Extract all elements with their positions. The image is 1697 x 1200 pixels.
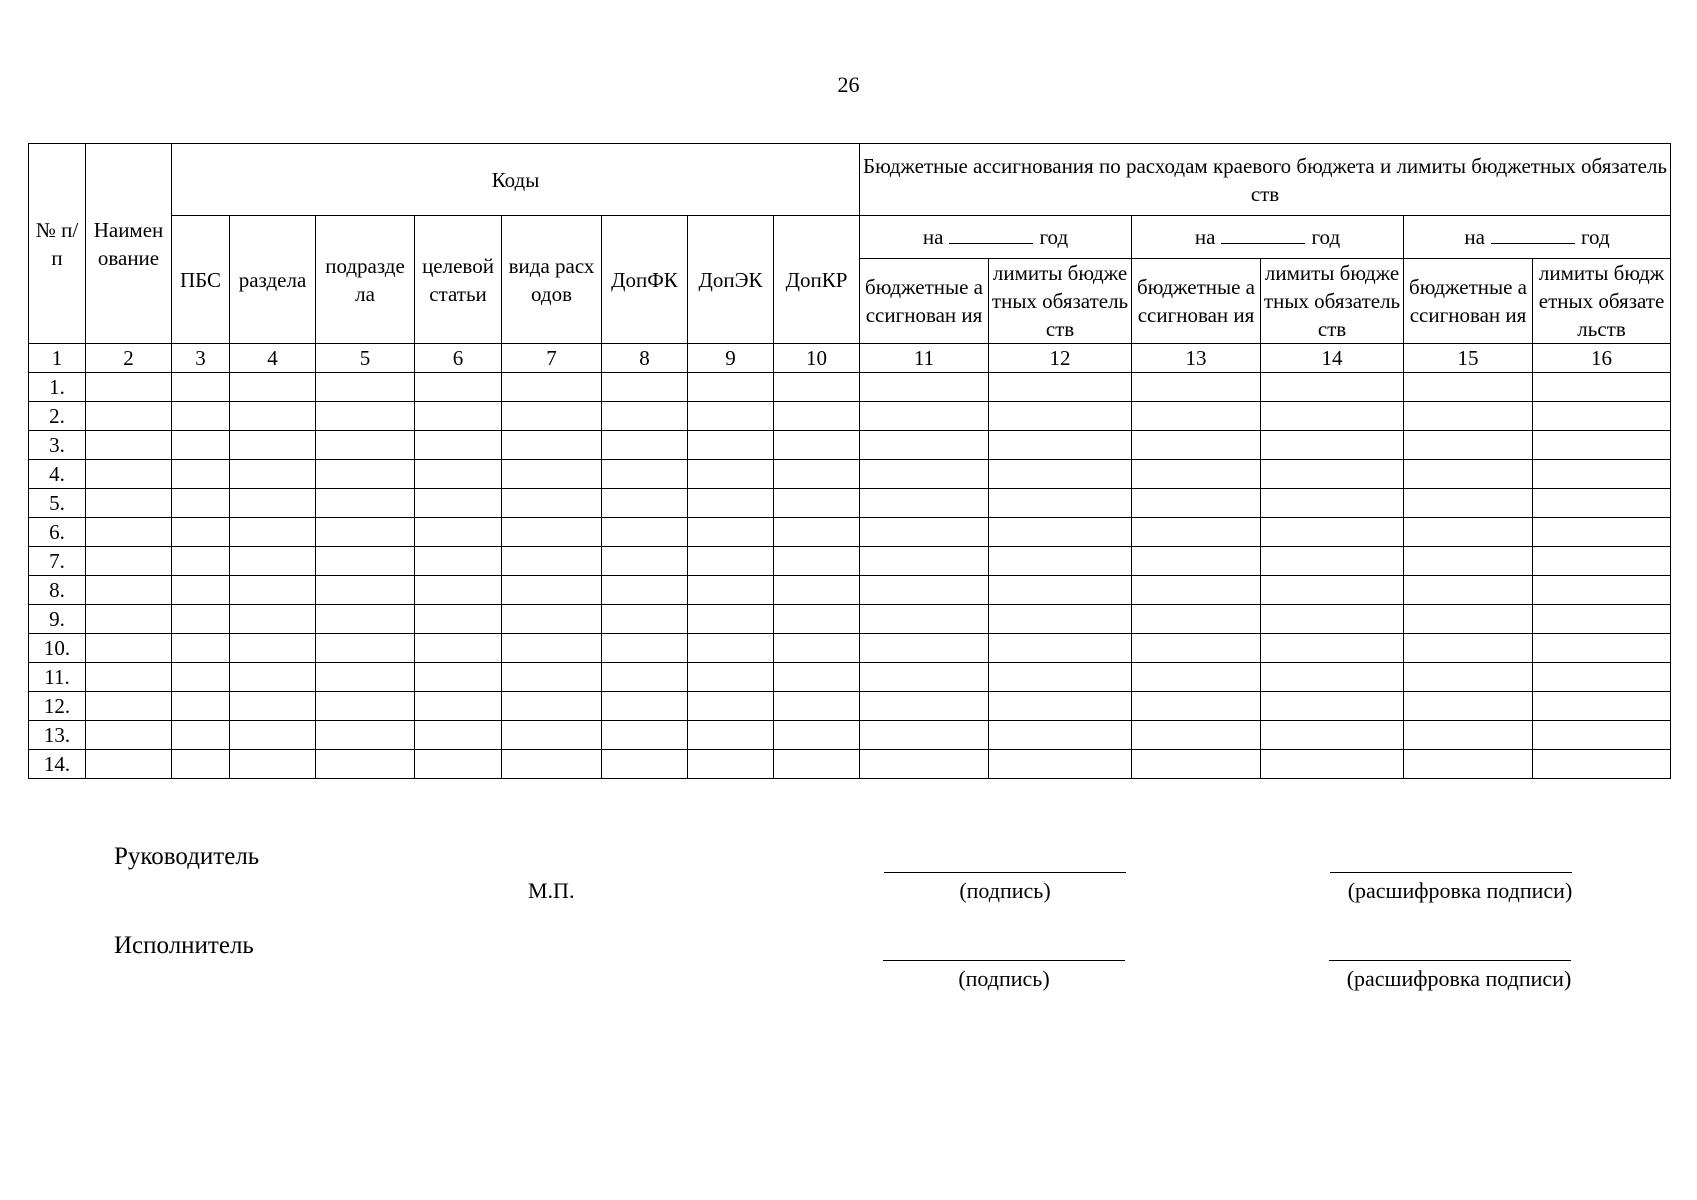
table-cell[interactable]: [415, 692, 502, 721]
table-cell[interactable]: [1261, 576, 1404, 605]
table-cell[interactable]: [415, 373, 502, 402]
table-cell[interactable]: [1132, 663, 1261, 692]
table-cell[interactable]: [989, 663, 1132, 692]
table-cell[interactable]: [774, 431, 860, 460]
table-cell[interactable]: [230, 663, 316, 692]
table-cell[interactable]: [989, 750, 1132, 779]
table-cell[interactable]: [688, 373, 774, 402]
column-number: 4: [230, 344, 316, 373]
table-row: [29, 460, 1671, 489]
column-number: 16: [1533, 344, 1671, 373]
table-cell[interactable]: [1404, 460, 1533, 489]
table-cell[interactable]: [230, 431, 316, 460]
table-cell[interactable]: [1261, 692, 1404, 721]
page-number: 26: [837, 72, 860, 97]
table-cell[interactable]: [502, 576, 602, 605]
table-cell[interactable]: [1533, 402, 1671, 431]
column-number: 10: [774, 344, 860, 373]
table-cell[interactable]: [602, 634, 688, 663]
table-cell[interactable]: [860, 518, 989, 547]
table-cell[interactable]: [1404, 518, 1533, 547]
table-cell[interactable]: [230, 460, 316, 489]
header-limit-1: лимиты бюджетных обязательств: [989, 259, 1132, 344]
table-cell[interactable]: [860, 547, 989, 576]
table-cell[interactable]: [1261, 605, 1404, 634]
table-cell[interactable]: [316, 431, 415, 460]
table-cell[interactable]: [415, 721, 502, 750]
table-cell[interactable]: [415, 489, 502, 518]
column-number-row: [29, 344, 1671, 373]
table-cell[interactable]: [860, 402, 989, 431]
table-cell[interactable]: [774, 576, 860, 605]
column-number: 8: [602, 344, 688, 373]
table-cell[interactable]: [1533, 431, 1671, 460]
column-number: 1: [29, 344, 86, 373]
table-cell[interactable]: [502, 489, 602, 518]
row-number: 11.: [29, 663, 86, 692]
table-cell[interactable]: [1261, 663, 1404, 692]
table-row: [29, 489, 1671, 518]
table-cell[interactable]: [230, 518, 316, 547]
header-code-dopfk: ДопФК: [602, 216, 688, 344]
table-cell[interactable]: [502, 373, 602, 402]
table-cell[interactable]: [860, 576, 989, 605]
table-cell[interactable]: [602, 692, 688, 721]
table-cell[interactable]: [502, 663, 602, 692]
table-cell[interactable]: [230, 489, 316, 518]
table-row: [29, 721, 1671, 750]
table-cell[interactable]: [415, 547, 502, 576]
table-cell[interactable]: [774, 402, 860, 431]
executor-decode-caption: (расшифровка подписи): [1346, 966, 1572, 991]
row-number: 6.: [29, 518, 86, 547]
table-cell[interactable]: [602, 663, 688, 692]
table-cell[interactable]: [1261, 750, 1404, 779]
table-cell[interactable]: [502, 460, 602, 489]
table-cell[interactable]: [86, 634, 172, 663]
column-number: 11: [860, 344, 989, 373]
table-cell[interactable]: [1132, 402, 1261, 431]
table-cell[interactable]: [1533, 663, 1671, 692]
table-cell[interactable]: [774, 721, 860, 750]
row-number: 4.: [29, 460, 86, 489]
executor-decode-line[interactable]: [1329, 960, 1571, 961]
table-cell[interactable]: [602, 402, 688, 431]
table-cell[interactable]: [989, 634, 1132, 663]
table-cell[interactable]: [415, 460, 502, 489]
table-row: [29, 373, 1671, 402]
table-cell[interactable]: [688, 489, 774, 518]
header-year-3: на год: [1404, 216, 1671, 259]
table-cell[interactable]: [1404, 373, 1533, 402]
table-cell[interactable]: [230, 721, 316, 750]
table-cell[interactable]: [989, 576, 1132, 605]
header-code-subsection: подразде ла: [316, 216, 415, 344]
table-cell[interactable]: [989, 402, 1132, 431]
table-cell[interactable]: [1533, 750, 1671, 779]
table-cell[interactable]: [316, 750, 415, 779]
table-cell[interactable]: [172, 431, 230, 460]
stamp-label: М.П.: [528, 878, 575, 903]
table-row: [29, 547, 1671, 576]
table-cell[interactable]: [774, 663, 860, 692]
table-cell[interactable]: [688, 721, 774, 750]
table-cell[interactable]: [502, 721, 602, 750]
table-cell[interactable]: [316, 518, 415, 547]
table-cell[interactable]: [688, 605, 774, 634]
table-cell[interactable]: [316, 373, 415, 402]
table-cell[interactable]: [316, 402, 415, 431]
column-number: 9: [688, 344, 774, 373]
table-cell[interactable]: [1404, 692, 1533, 721]
table-cell[interactable]: [86, 750, 172, 779]
table-cell[interactable]: [1533, 692, 1671, 721]
header-limit-3: лимиты бюджетных обязательств: [1533, 259, 1671, 344]
column-number: 6: [415, 344, 502, 373]
table-cell[interactable]: [502, 547, 602, 576]
table-cell[interactable]: [774, 634, 860, 663]
row-number: 12.: [29, 692, 86, 721]
header-code-dopek: ДопЭК: [688, 216, 774, 344]
table-cell[interactable]: [860, 634, 989, 663]
table-cell[interactable]: [1132, 750, 1261, 779]
table-cell[interactable]: [415, 750, 502, 779]
table-cell[interactable]: [602, 518, 688, 547]
table-cell[interactable]: [316, 692, 415, 721]
table-cell[interactable]: [230, 576, 316, 605]
table-cell[interactable]: [1132, 576, 1261, 605]
table-cell[interactable]: [415, 605, 502, 634]
table-cell[interactable]: [172, 489, 230, 518]
table-cell[interactable]: [602, 721, 688, 750]
table-cell[interactable]: [774, 750, 860, 779]
header-code-expense-type: вида расходов: [502, 216, 602, 344]
header-code-dopkr: ДопКР: [774, 216, 860, 344]
table-cell[interactable]: [86, 605, 172, 634]
table-cell[interactable]: [1261, 489, 1404, 518]
table-cell[interactable]: [1533, 489, 1671, 518]
table-cell[interactable]: [502, 518, 602, 547]
table-cell[interactable]: [688, 634, 774, 663]
table-cell[interactable]: [172, 634, 230, 663]
table-cell[interactable]: [1261, 547, 1404, 576]
table-cell[interactable]: [1533, 547, 1671, 576]
header-assign-1: бюджетные ассигнован ия: [860, 259, 989, 344]
header-code-target: целевой статьи: [415, 216, 502, 344]
table-cell[interactable]: [602, 460, 688, 489]
header-year-2: на год: [1132, 216, 1404, 259]
table-cell[interactable]: [688, 750, 774, 779]
table-cell[interactable]: [1404, 750, 1533, 779]
table-cell[interactable]: [316, 547, 415, 576]
header-name: Наимен ование: [86, 144, 172, 344]
column-number: 2: [86, 344, 172, 373]
table-cell[interactable]: [602, 605, 688, 634]
head-decode-caption: (расшифровка подписи): [1347, 878, 1573, 903]
table-cell[interactable]: [86, 373, 172, 402]
head-label: Руководитель: [114, 843, 260, 870]
table-cell[interactable]: [1261, 634, 1404, 663]
row-number: 2.: [29, 402, 86, 431]
row-number: 9.: [29, 605, 86, 634]
head-decode-line[interactable]: [1330, 872, 1572, 873]
table-cell[interactable]: [860, 692, 989, 721]
table-cell[interactable]: [1261, 518, 1404, 547]
table-cell[interactable]: [688, 692, 774, 721]
table-cell[interactable]: [502, 402, 602, 431]
table-cell[interactable]: [1132, 489, 1261, 518]
header-assign-2: бюджетные ассигнован ия: [1132, 259, 1261, 344]
column-number: 7: [502, 344, 602, 373]
header-limit-2: лимиты бюджетных обязательств: [1261, 259, 1404, 344]
column-number: 15: [1404, 344, 1533, 373]
row-number: 7.: [29, 547, 86, 576]
header-year-1: на год: [860, 216, 1132, 259]
table-cell[interactable]: [1404, 431, 1533, 460]
table-cell[interactable]: [316, 663, 415, 692]
table-cell[interactable]: [502, 605, 602, 634]
table-cell[interactable]: [1533, 721, 1671, 750]
table-cell[interactable]: [1132, 605, 1261, 634]
table-cell[interactable]: [1533, 518, 1671, 547]
table-cell[interactable]: [316, 489, 415, 518]
table-cell[interactable]: [172, 460, 230, 489]
table-cell[interactable]: [1261, 402, 1404, 431]
table-cell[interactable]: [86, 460, 172, 489]
table-row: [29, 518, 1671, 547]
header-code-section: раздела: [230, 216, 316, 344]
table-cell[interactable]: [172, 663, 230, 692]
table-cell[interactable]: [860, 750, 989, 779]
table-cell[interactable]: [774, 373, 860, 402]
table-cell[interactable]: [415, 634, 502, 663]
table-cell[interactable]: [316, 460, 415, 489]
table-cell[interactable]: [774, 692, 860, 721]
column-number: 3: [172, 344, 230, 373]
budget-table: [28, 143, 1671, 779]
table-cell[interactable]: [989, 489, 1132, 518]
table-cell[interactable]: [86, 402, 172, 431]
table-cell[interactable]: [860, 460, 989, 489]
table-cell[interactable]: [1261, 460, 1404, 489]
table-cell[interactable]: [172, 373, 230, 402]
table-cell[interactable]: [230, 750, 316, 779]
table-cell[interactable]: [1261, 373, 1404, 402]
table-cell[interactable]: [602, 750, 688, 779]
table-cell[interactable]: [688, 431, 774, 460]
table-cell[interactable]: [230, 634, 316, 663]
table-cell[interactable]: [502, 692, 602, 721]
table-cell[interactable]: [1533, 373, 1671, 402]
table-cell[interactable]: [1132, 518, 1261, 547]
row-number: 14.: [29, 750, 86, 779]
table-cell[interactable]: [688, 518, 774, 547]
table-cell[interactable]: [860, 663, 989, 692]
table-cell[interactable]: [86, 721, 172, 750]
table-cell[interactable]: [316, 721, 415, 750]
header-assign-3: бюджетные ассигнован ия: [1404, 259, 1533, 344]
table-cell[interactable]: [172, 692, 230, 721]
table-row: [29, 605, 1671, 634]
table-cell[interactable]: [86, 518, 172, 547]
table-cell[interactable]: [688, 547, 774, 576]
row-number: 8.: [29, 576, 86, 605]
table-row: [29, 663, 1671, 692]
table-cell[interactable]: [415, 402, 502, 431]
executor-signature-caption: (подпись): [958, 966, 1050, 991]
table-cell[interactable]: [1533, 576, 1671, 605]
table-cell[interactable]: [860, 431, 989, 460]
table-cell[interactable]: [1132, 373, 1261, 402]
table-cell[interactable]: [774, 518, 860, 547]
table-cell[interactable]: [774, 489, 860, 518]
table-cell[interactable]: [415, 576, 502, 605]
table-cell[interactable]: [172, 721, 230, 750]
table-cell[interactable]: [230, 547, 316, 576]
table-cell[interactable]: [1404, 721, 1533, 750]
table-cell[interactable]: [1261, 721, 1404, 750]
table-cell[interactable]: [1404, 576, 1533, 605]
table-row: [29, 634, 1671, 663]
table-cell[interactable]: [602, 373, 688, 402]
row-number: 5.: [29, 489, 86, 518]
executor-label: Исполнитель: [114, 932, 254, 959]
table-cell[interactable]: [86, 547, 172, 576]
table-cell[interactable]: [86, 576, 172, 605]
table-cell[interactable]: [1404, 402, 1533, 431]
table-cell[interactable]: [860, 605, 989, 634]
table-cell[interactable]: [774, 547, 860, 576]
header-no: № п/п: [29, 144, 86, 344]
table-cell[interactable]: [1533, 634, 1671, 663]
table-cell[interactable]: [1132, 431, 1261, 460]
table-cell[interactable]: [1132, 634, 1261, 663]
table-cell[interactable]: [688, 460, 774, 489]
column-number: 13: [1132, 344, 1261, 373]
table-cell[interactable]: [989, 692, 1132, 721]
row-number: 10.: [29, 634, 86, 663]
table-cell[interactable]: [1533, 605, 1671, 634]
table-cell[interactable]: [86, 663, 172, 692]
table-row: [29, 402, 1671, 431]
table-cell[interactable]: [602, 576, 688, 605]
column-number: 14: [1261, 344, 1404, 373]
table-cell[interactable]: [502, 431, 602, 460]
table-cell[interactable]: [989, 605, 1132, 634]
table-cell[interactable]: [172, 547, 230, 576]
table-cell[interactable]: [1533, 460, 1671, 489]
table-cell[interactable]: [1132, 692, 1261, 721]
head-signature-line[interactable]: [884, 872, 1126, 873]
table-cell[interactable]: [602, 547, 688, 576]
table-cell[interactable]: [1261, 431, 1404, 460]
table-cell[interactable]: [172, 605, 230, 634]
table-cell[interactable]: [316, 576, 415, 605]
table-cell[interactable]: [860, 721, 989, 750]
table-cell[interactable]: [316, 605, 415, 634]
table-cell[interactable]: [230, 692, 316, 721]
table-cell[interactable]: [172, 518, 230, 547]
table-cell[interactable]: [860, 373, 989, 402]
column-number: 5: [316, 344, 415, 373]
table-cell[interactable]: [415, 431, 502, 460]
table-cell[interactable]: [1404, 489, 1533, 518]
table-cell[interactable]: [688, 402, 774, 431]
table-cell[interactable]: [172, 402, 230, 431]
table-cell[interactable]: [230, 605, 316, 634]
table-cell[interactable]: [774, 460, 860, 489]
table-cell[interactable]: [316, 634, 415, 663]
table-cell[interactable]: [1404, 547, 1533, 576]
header-budget: Бюджетные ассигнования по расходам краевого бюджета и лимиты бюджетных обязательств: [860, 144, 1671, 216]
table-cell[interactable]: [172, 750, 230, 779]
table-row: [29, 750, 1671, 779]
table-cell[interactable]: [989, 431, 1132, 460]
table-cell[interactable]: [86, 692, 172, 721]
table-cell[interactable]: [86, 431, 172, 460]
table-cell[interactable]: [602, 489, 688, 518]
table-cell[interactable]: [1404, 663, 1533, 692]
table-cell[interactable]: [415, 518, 502, 547]
table-cell[interactable]: [1132, 460, 1261, 489]
table-cell[interactable]: [688, 576, 774, 605]
executor-signature-line[interactable]: [883, 960, 1125, 961]
row-number: 1.: [29, 373, 86, 402]
table-cell[interactable]: [989, 518, 1132, 547]
table-cell[interactable]: [172, 576, 230, 605]
header-codes: Коды: [172, 144, 860, 216]
row-number: 3.: [29, 431, 86, 460]
table-cell[interactable]: [774, 605, 860, 634]
table-cell[interactable]: [502, 634, 602, 663]
table-cell[interactable]: [1404, 634, 1533, 663]
table-row: [29, 692, 1671, 721]
table-cell[interactable]: [989, 547, 1132, 576]
table-cell[interactable]: [1132, 547, 1261, 576]
table-row: [29, 576, 1671, 605]
table-cell[interactable]: [1132, 721, 1261, 750]
table-cell[interactable]: [502, 750, 602, 779]
table-cell[interactable]: [688, 663, 774, 692]
table-cell[interactable]: [86, 489, 172, 518]
head-signature-caption: (подпись): [959, 878, 1051, 903]
table-cell[interactable]: [415, 663, 502, 692]
table-row: [29, 431, 1671, 460]
row-number: 13.: [29, 721, 86, 750]
header-code-pbs: ПБС: [172, 216, 230, 344]
table-cell[interactable]: [230, 373, 316, 402]
column-number: 12: [989, 344, 1132, 373]
table-cell[interactable]: [989, 373, 1132, 402]
table-cell[interactable]: [989, 460, 1132, 489]
table-cell[interactable]: [230, 402, 316, 431]
table-cell[interactable]: [860, 489, 989, 518]
table-cell[interactable]: [989, 721, 1132, 750]
table-cell[interactable]: [1404, 605, 1533, 634]
table-cell[interactable]: [602, 431, 688, 460]
